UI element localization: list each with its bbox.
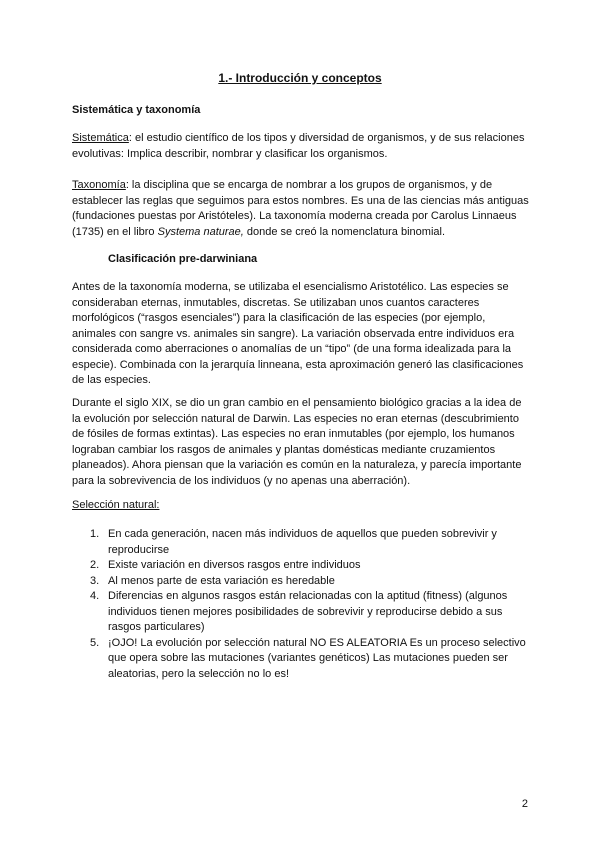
predarwin-paragraph: Antes de la taxonomía moderna, se utilizaba el esencialismo Aristotélico. Las especies se consideraban eternas, inmutables, discretas. Se utilizaban unos cuantos caracteres morfológicos (“rasgos esenciales”) para la clasificación de las especies (por ejemplo, animales con sangre vs. animales sin sangre). La variación observada entre individuos era considerada como aberraciones o anomalías de un “tipo” (de una forma idealizada para la especie). Combinada con la jerarquía linneana, esta aproximación generó las clasificaciones de las especies.: [72, 281, 524, 386]
list-item-number: 5.: [90, 636, 100, 649]
sistematica-text: : el estudio científico de los tipos y diversidad de organismos, y de sus relaciones evolutivas: Implica describir, nombrar y clasificar los organismos.: [72, 132, 525, 160]
seleccion-list: [90, 527, 530, 682]
list-item-number: 3.: [90, 574, 100, 587]
sistematica-term: Sistemática: [72, 132, 129, 144]
list-item: [90, 558, 530, 574]
taxonomia-text-before: : la disciplina que se encarga de nombrar a los grupos de organismos, y de establecer las reglas que seguimos para estos nombres. Es una de las ciencias más antiguas (fundaciones puestas por Aristóteles). La taxonomía moderna creada por Carolus Linnaeus (1735) en el libro: [72, 179, 529, 238]
list-item-number: 2.: [90, 559, 100, 571]
list-item-text: Diferencias en algunos rasgos están relacionadas con la aptitud (fitness) (algunos individuos tienen mejores posibilidades de sobrevivir y reproducirse debido a sus rasgos particulares): [108, 590, 508, 633]
taxonomia-term: Taxonomía: [72, 179, 126, 191]
sistematica-paragraph: [72, 131, 532, 162]
taxonomia-paragraph: [72, 178, 532, 240]
subheading-predarwin: Clasificación pre-darwiniana: [108, 253, 258, 265]
list-item: [90, 574, 530, 590]
list-item-number: 1.: [90, 528, 100, 540]
list-item-text: Existe variación en diversos rasgos entre individuos: [108, 559, 361, 571]
section-heading: Sistemática y taxonomía: [72, 104, 201, 116]
taxonomia-book-title: Systema naturae,: [157, 225, 244, 238]
list-item-text: En cada generación, nacen más individuos de aquellos que pueden sobrevivir y reproducirse: [108, 528, 497, 556]
list-item-text: Al menos parte de esta variación es heredable: [108, 574, 335, 587]
xix-paragraph: Durante el siglo XIX, se dio un gran cambio en el pensamiento biológico gracias a la idea de la evolución por selección natural de Darwin. Las especies no eran eternas (descubrimiento de fósiles de formas extintas). Las especies no eran inmutables (por ejemplo, los humanos lograban cambiar los rasgos de animales y plantas domésticas mediante cruzamientos planeados). Ahora piensan que la variación es común en la naturaleza, y parecía importante para la sobrevivencia de los individuos (y no apenas una aberración).: [72, 397, 522, 487]
taxonomia-text-after: donde se creó la nomenclatura binomial.: [243, 225, 446, 238]
list-item-text: ¡OJO! La evolución por selección natural NO ES ALEATORIA Es un proceso selectivo que opera sobre las mutaciones (variantes genéticos) Las mutaciones pueden ser aleatorias, pero la selección no lo es!: [108, 636, 526, 680]
page-number: 2: [521, 798, 528, 810]
seleccion-heading: Selección natural:: [72, 499, 160, 511]
list-item: [90, 589, 530, 636]
list-item: [90, 636, 530, 683]
list-item-number: 4.: [90, 590, 100, 602]
list-item: [90, 527, 530, 558]
page-title: 1.- Introducción y conceptos: [218, 71, 382, 85]
